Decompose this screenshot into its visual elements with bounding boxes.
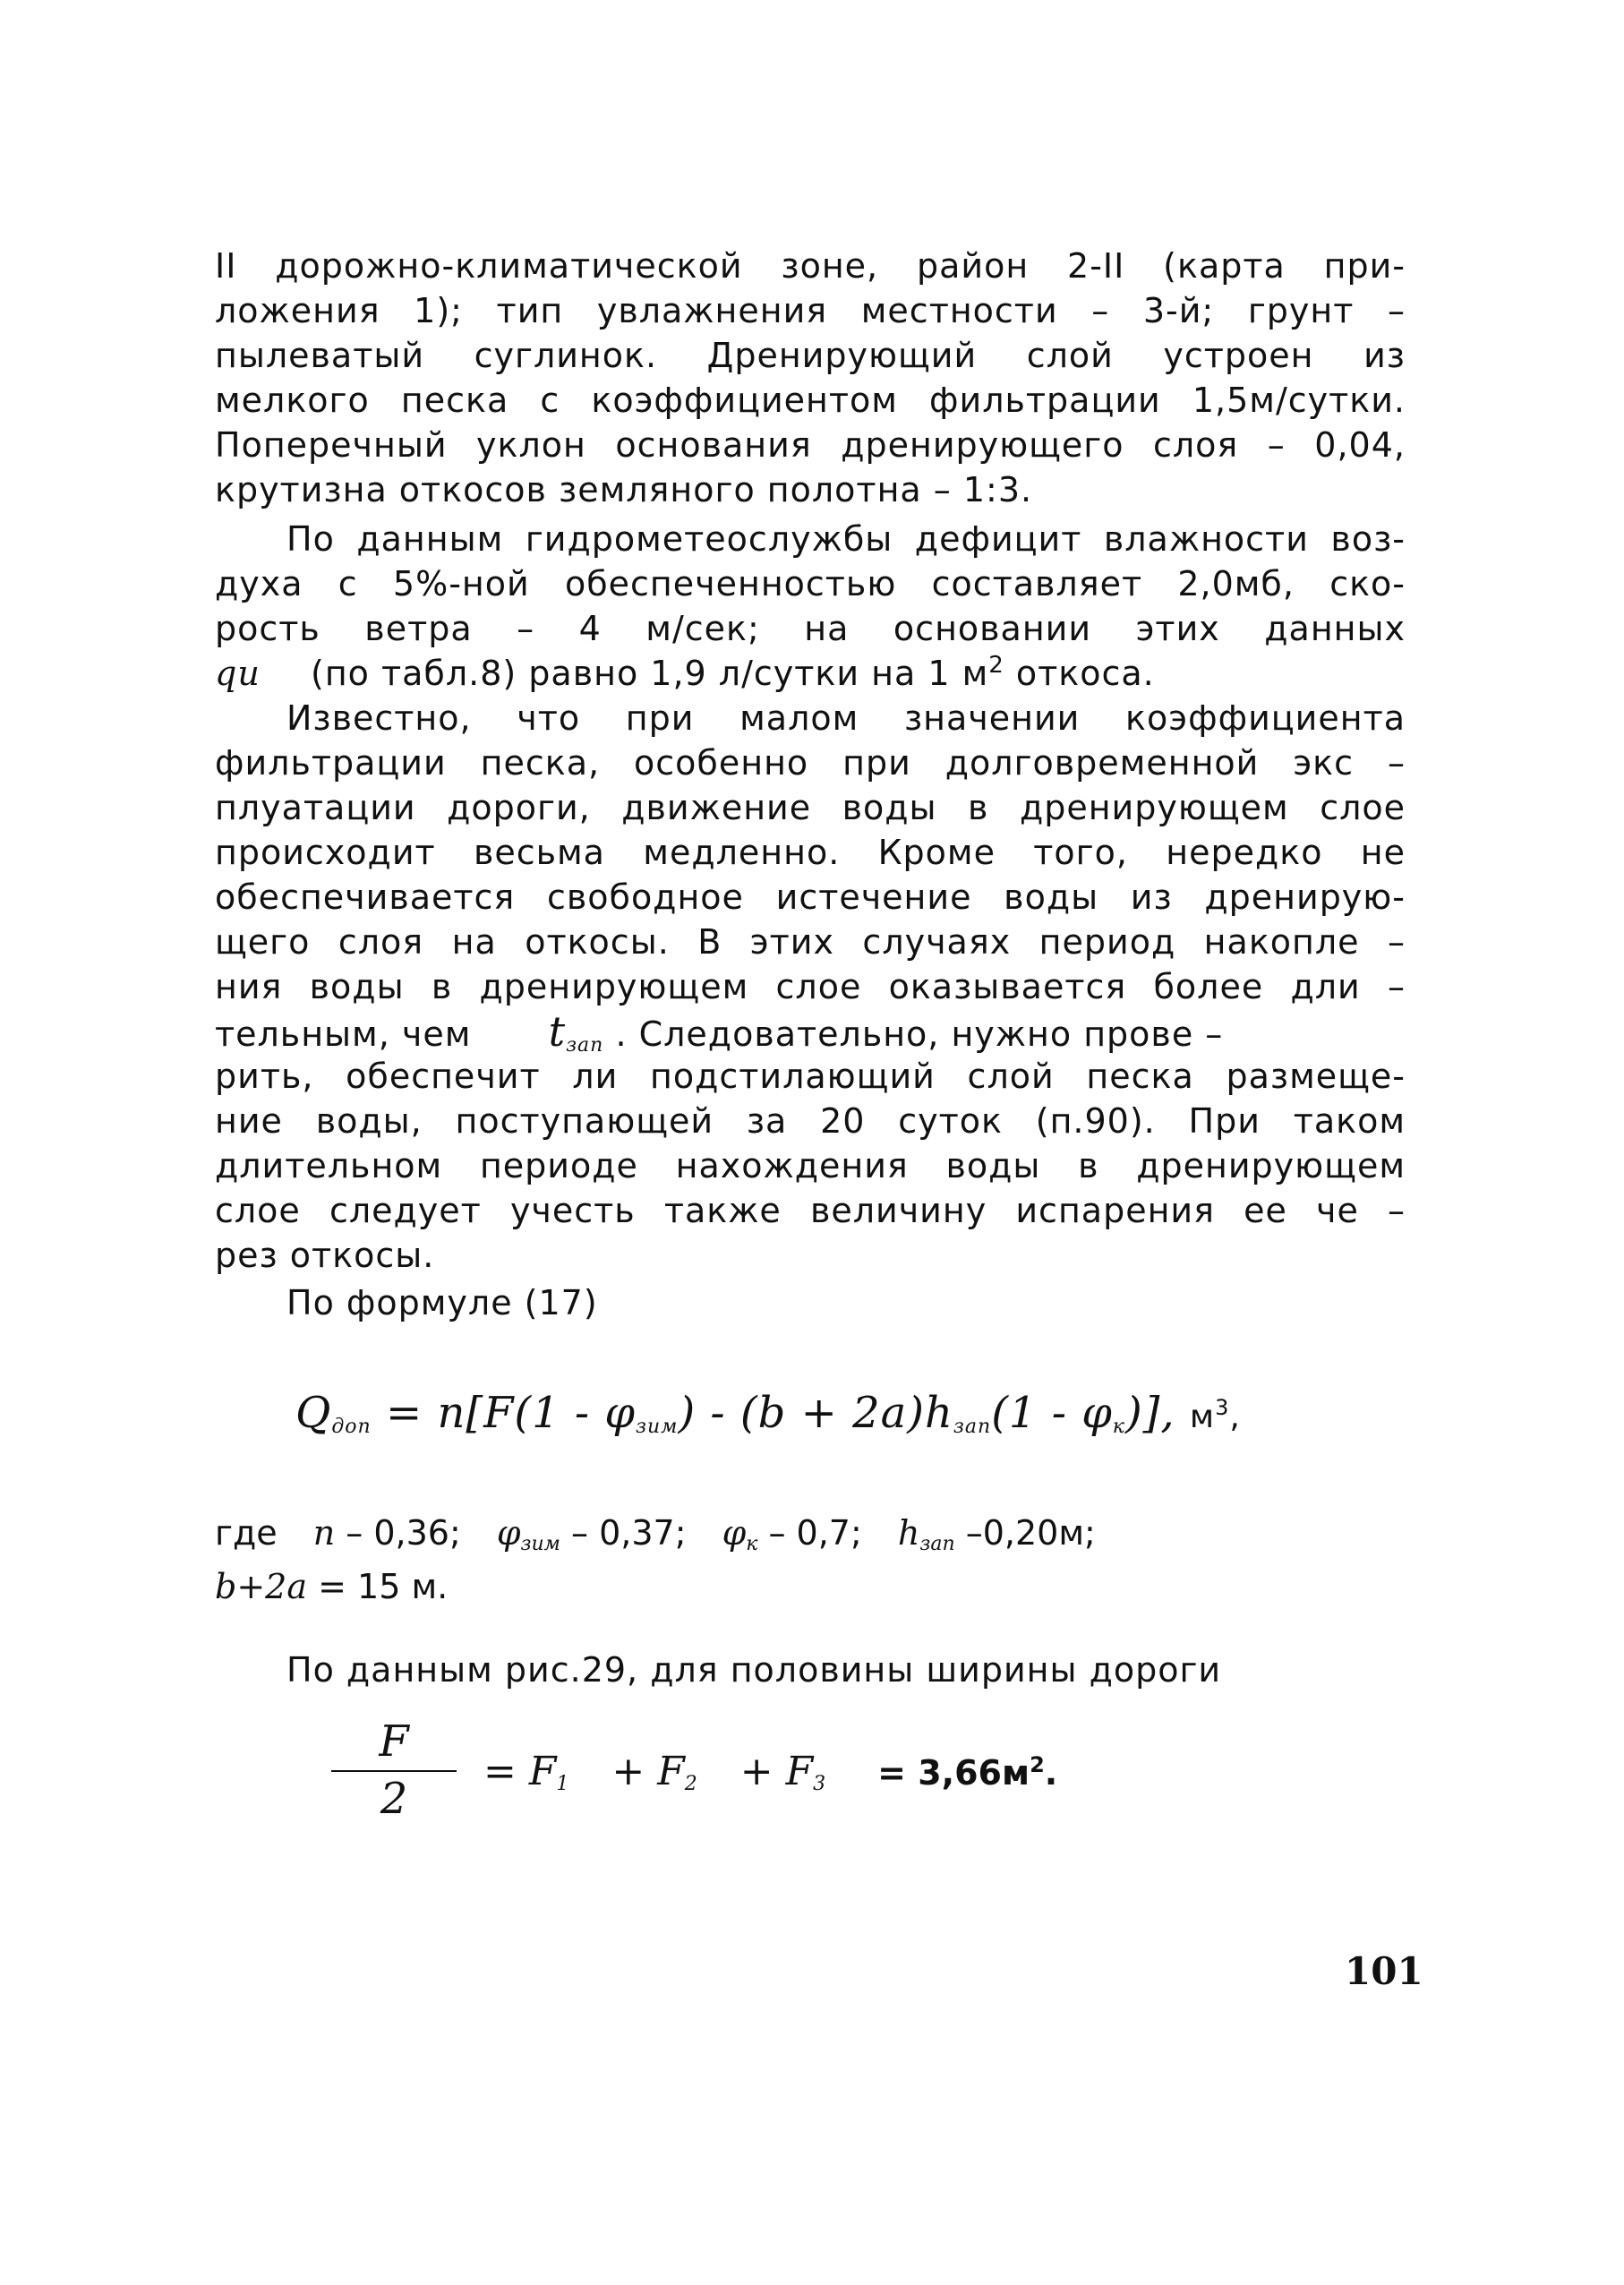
- text-line: обеспечивается свободное истечение воды из дренирую-: [215, 877, 1406, 917]
- superscript: 2: [1030, 1752, 1045, 1777]
- text-line: По данным гидрометеослужбы дефицит влажности воз-: [286, 519, 1406, 559]
- text-line: происходит весьма медленно. Кроме того, нередко не: [215, 833, 1406, 872]
- fraction-denominator: 2: [380, 1774, 408, 1824]
- symbol-h: h: [897, 1513, 920, 1553]
- t-symbol: t: [548, 1007, 567, 1056]
- figure-reference-line: По данным рис.29, для половины ширины дороги: [286, 1650, 1222, 1690]
- subscript: к: [1112, 1416, 1125, 1438]
- subscript: 3: [813, 1773, 826, 1795]
- subscript: зап: [953, 1416, 992, 1438]
- qu-symbol: qu: [215, 654, 261, 693]
- text-span: . Следовательно, нужно прове –: [615, 1014, 1224, 1054]
- term: = F: [483, 1749, 557, 1794]
- text-line: ние воды, поступающей за 20 суток (п.90). При таком: [215, 1101, 1406, 1141]
- term: + F: [611, 1749, 685, 1794]
- symbol-n: n: [312, 1513, 336, 1553]
- text-line: [215, 1009, 1406, 1057]
- symbol-phi: φ: [496, 1513, 521, 1553]
- subscript: зап: [919, 1533, 955, 1555]
- fraction: [331, 1715, 457, 1824]
- text-line: Известно, что при малом значении коэффициента: [286, 698, 1406, 738]
- text-line: плуатации дороги, движение воды в дренирующем слое: [215, 788, 1406, 827]
- symbol-b2a: b+2a: [215, 1567, 307, 1606]
- text-line: пылеватый суглинок. Дренирующий слой устроен из: [215, 336, 1406, 375]
- value: – 0,37;: [571, 1513, 687, 1553]
- formula-lhs: Q: [295, 1388, 332, 1438]
- value: –0,20м;: [965, 1513, 1096, 1553]
- page-number: 101: [1345, 1949, 1423, 1993]
- text-line: щего слоя на откосы. В этих случаях период накопле –: [215, 922, 1406, 962]
- text-line: длительном периоде нахождения воды в дренирующем: [215, 1146, 1406, 1185]
- fraction-bar: [331, 1770, 457, 1772]
- value: – 0,36;: [346, 1513, 461, 1553]
- subscript: к: [746, 1533, 758, 1555]
- formula-part: )],: [1124, 1388, 1175, 1438]
- text-line: рость ветра – 4 м/сек; на основании этих данных: [215, 609, 1406, 648]
- text-line: Поперечный уклон основания дренирующего слоя – 0,04,: [215, 425, 1406, 465]
- superscript: 3: [1215, 1395, 1230, 1420]
- text-line: рить, обеспечит ли подстилающий слой песка размеще-: [215, 1057, 1406, 1096]
- text-line: ния воды в дренирующем слое оказывается более дли –: [215, 967, 1406, 1006]
- formula-part: (1 - φ: [991, 1388, 1113, 1438]
- fraction-rhs: [483, 1749, 1057, 1794]
- formula-part: ) - (b + 2a)h: [678, 1388, 953, 1438]
- where-line-2: [215, 1567, 448, 1606]
- subscript: 2: [684, 1773, 697, 1795]
- subscript: зим: [636, 1416, 679, 1438]
- formula: [295, 1388, 1241, 1438]
- text-line: ложения 1); тип увлажнения местности – 3-й; грунт –: [215, 291, 1406, 330]
- subscript: 1: [556, 1773, 569, 1795]
- subscript: зим: [520, 1533, 560, 1555]
- text-span: откоса.: [1015, 654, 1155, 693]
- fraction-formula: [322, 1715, 1128, 1840]
- value: – 0,7;: [768, 1513, 862, 1553]
- value: = 15 м.: [318, 1567, 449, 1606]
- text-line: [215, 651, 1406, 696]
- text-line: II дорожно-климатической зоне, район 2-II (карта при-: [215, 246, 1406, 286]
- term: + F: [739, 1749, 814, 1794]
- subscript: зап: [566, 1034, 604, 1057]
- formula-unit: м: [1189, 1399, 1216, 1435]
- text-line: крутизна откосов земляного полотна – 1:3.: [215, 470, 1033, 509]
- where-word: где: [215, 1513, 278, 1553]
- formula-part: = n[F(1 - φ: [385, 1388, 637, 1438]
- result-end: .: [1044, 1753, 1058, 1793]
- superscript: 2: [988, 652, 1004, 679]
- symbol-phi-k: φ: [722, 1513, 747, 1553]
- formula-unit-end: ,: [1229, 1399, 1241, 1435]
- where-line: [215, 1513, 1096, 1553]
- fraction-numerator: F: [379, 1716, 409, 1767]
- text-line: слое следует учесть также величину испарения ее че –: [215, 1191, 1406, 1230]
- text-line: мелкого песка с коэффициентом фильтрации 1,5м/сутки.: [215, 381, 1406, 420]
- text-span: (по табл.8) равно 1,9 л/сутки на 1 м: [311, 654, 989, 693]
- text-line: фильтрации песка, особенно при долговременной экс –: [215, 743, 1406, 783]
- subscript: доп: [331, 1416, 372, 1438]
- text-line: духа с 5%-ной обеспеченностью составляет 2,0мб, ско-: [215, 564, 1406, 603]
- formula-intro: По формуле (17): [286, 1283, 598, 1322]
- text-line: рез откосы.: [215, 1236, 435, 1275]
- text-span: тельным, чем: [215, 1014, 472, 1054]
- result: = 3,66м: [877, 1753, 1030, 1793]
